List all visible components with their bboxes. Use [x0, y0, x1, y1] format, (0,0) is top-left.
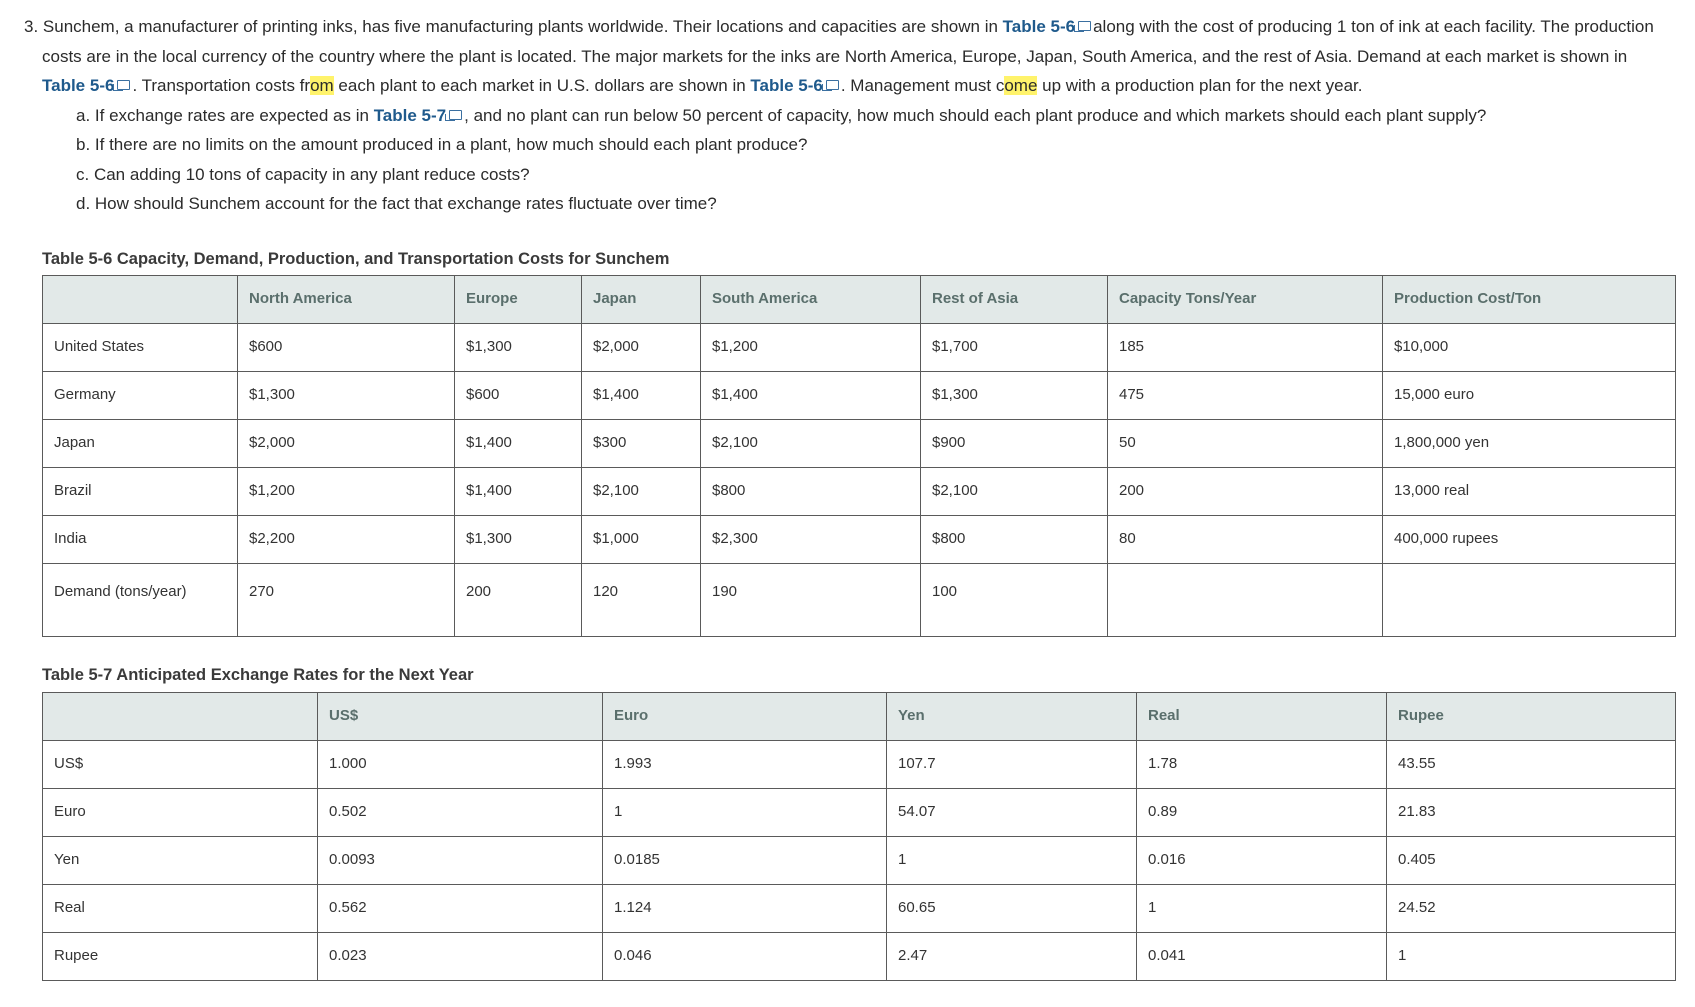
external-link-icon[interactable]: [1078, 21, 1091, 31]
problem-intro: [24, 12, 1674, 101]
table-cell: 120: [582, 564, 701, 637]
table-cell: $900: [921, 420, 1108, 468]
search-highlight: ome: [1004, 76, 1038, 95]
table-cell: $1,000: [582, 516, 701, 564]
column-header: Production Cost/Ton: [1383, 276, 1676, 324]
table-cell: 0.502: [318, 789, 603, 837]
table-row: [43, 420, 1676, 468]
table-cell: 1: [1137, 885, 1387, 933]
table-row: [43, 933, 1676, 981]
column-header: [43, 276, 238, 324]
table-cell: $1,400: [701, 372, 921, 420]
table-cell: 270: [238, 564, 455, 637]
table-cell: $2,000: [582, 324, 701, 372]
table-row: [43, 564, 1676, 637]
table-cell: 0.89: [1137, 789, 1387, 837]
table-5-6-link[interactable]: Table 5-6: [1002, 17, 1076, 36]
table-cell: 1.124: [603, 885, 887, 933]
row-header-cell: Brazil: [43, 468, 238, 516]
table-cell: $1,300: [238, 372, 455, 420]
table-cell: $1,300: [455, 516, 582, 564]
table-row: [43, 741, 1676, 789]
intro-text: up with a production plan for the next year.: [1037, 76, 1363, 95]
column-header: Yen: [887, 693, 1137, 741]
table-5-7: [42, 692, 1676, 981]
table-cell: $2,000: [238, 420, 455, 468]
table-5-6: [42, 275, 1676, 637]
column-header: South America: [701, 276, 921, 324]
table-cell: 50: [1108, 420, 1383, 468]
table-row: [43, 789, 1676, 837]
table-cell: 1,800,000 yen: [1383, 420, 1676, 468]
row-header-cell: Euro: [43, 789, 318, 837]
table-cell: 400,000 rupees: [1383, 516, 1676, 564]
column-header: Europe: [455, 276, 582, 324]
table-cell: 0.041: [1137, 933, 1387, 981]
table-cell: 0.016: [1137, 837, 1387, 885]
external-link-icon[interactable]: [449, 110, 462, 120]
table-cell: 80: [1108, 516, 1383, 564]
table-header-row: [43, 276, 1676, 324]
question-a: [76, 101, 1674, 131]
table-cell: 200: [455, 564, 582, 637]
column-header: US$: [318, 693, 603, 741]
row-header-cell: Rupee: [43, 933, 318, 981]
table-cell: $600: [455, 372, 582, 420]
table-row: [43, 324, 1676, 372]
table-cell: 24.52: [1387, 885, 1676, 933]
table-cell: 1.993: [603, 741, 887, 789]
table-cell: [1383, 564, 1676, 637]
table-cell: $1,400: [582, 372, 701, 420]
question-text: , and no plant can run below 50 percent of capacity, how much should each plant produce and which markets should each plant supply?: [464, 105, 1487, 125]
table-cell: $1,400: [455, 468, 582, 516]
table-5-7-link[interactable]: Table 5-7: [373, 105, 447, 125]
row-header-cell: India: [43, 516, 238, 564]
row-header-cell: Japan: [43, 420, 238, 468]
table-cell: $1,300: [921, 372, 1108, 420]
row-header-cell: Germany: [43, 372, 238, 420]
table-5-6-link[interactable]: Table 5-6: [750, 76, 823, 95]
table-cell: $2,100: [701, 420, 921, 468]
search-highlight: om: [310, 76, 334, 95]
table-cell: 0.023: [318, 933, 603, 981]
question-c: c. Can adding 10 tons of capacity in any plant reduce costs?: [76, 164, 530, 184]
table-cell: 43.55: [1387, 741, 1676, 789]
table-cell: 185: [1108, 324, 1383, 372]
table-5-7-caption: Table 5-7 Anticipated Exchange Rates for the Next Year: [42, 666, 474, 684]
column-header: Japan: [582, 276, 701, 324]
table-cell: $1,200: [701, 324, 921, 372]
table-cell: 54.07: [887, 789, 1137, 837]
table-cell: $2,100: [921, 468, 1108, 516]
intro-text: . Transportation costs fr: [132, 76, 311, 95]
intro-text: . Management must c: [840, 76, 1005, 95]
row-header-cell: US$: [43, 741, 318, 789]
table-cell: $1,200: [238, 468, 455, 516]
column-header: Capacity Tons/Year: [1108, 276, 1383, 324]
table-row: [43, 885, 1676, 933]
table-cell: 2.47: [887, 933, 1137, 981]
table-row: [43, 837, 1676, 885]
table-cell: 100: [921, 564, 1108, 637]
intro-text: along with the cost of producing 1 ton of ink at each facility. The production costs are in the local currency of the country where the plant is located. The major markets for the inks are North America, Europe, Japan, South America, and the rest of Asia. Demand at each market is shown in: [42, 17, 1654, 66]
table-cell: $600: [238, 324, 455, 372]
table-cell: 13,000 real: [1383, 468, 1676, 516]
table-cell: $10,000: [1383, 324, 1676, 372]
table-cell: 0.405: [1387, 837, 1676, 885]
column-header: Real: [1137, 693, 1387, 741]
external-link-icon[interactable]: [826, 80, 839, 90]
question-d: d. How should Sunchem account for the fact that exchange rates fluctuate over time?: [76, 194, 717, 213]
table-cell: 60.65: [887, 885, 1137, 933]
table-cell: $2,200: [238, 516, 455, 564]
table-cell: $1,700: [921, 324, 1108, 372]
table-cell: $2,100: [582, 468, 701, 516]
row-header-cell: United States: [43, 324, 238, 372]
question-b: b. If there are no limits on the amount produced in a plant, how much should each plant produce?: [76, 135, 808, 154]
column-header: Rupee: [1387, 693, 1676, 741]
table-cell: $1,300: [455, 324, 582, 372]
table-cell: 1: [1387, 933, 1676, 981]
table-cell: 1.78: [1137, 741, 1387, 789]
table-5-6-caption: Table 5-6 Capacity, Demand, Production, and Transportation Costs for Sunchem: [42, 250, 670, 268]
row-header-cell: Yen: [43, 837, 318, 885]
table-cell: 190: [701, 564, 921, 637]
table-cell: 1: [887, 837, 1137, 885]
table-5-6-link[interactable]: Table 5-6: [42, 76, 115, 95]
row-header-cell: Demand (tons/year): [43, 564, 238, 637]
column-header: North America: [238, 276, 455, 324]
table-cell: 21.83: [1387, 789, 1676, 837]
question-text: a. If exchange rates are expected as in: [76, 105, 374, 125]
table-cell: 107.7: [887, 741, 1137, 789]
table-cell: 0.0185: [603, 837, 887, 885]
row-header-cell: Real: [43, 885, 318, 933]
table-row: [43, 468, 1676, 516]
problem-statement: [24, 12, 1674, 219]
table-cell: [1108, 564, 1383, 637]
column-header: Euro: [603, 693, 887, 741]
intro-text: 3. Sunchem, a manufacturer of printing inks, has five manufacturing plants worldwide. Their locations and capacities are shown in: [24, 17, 1003, 36]
table-cell: 0.0093: [318, 837, 603, 885]
table-cell: 200: [1108, 468, 1383, 516]
table-cell: 475: [1108, 372, 1383, 420]
external-link-icon[interactable]: [117, 80, 130, 90]
table-cell: $1,400: [455, 420, 582, 468]
table-cell: 0.562: [318, 885, 603, 933]
column-header: [43, 693, 318, 741]
table-row: [43, 516, 1676, 564]
table-cell: $2,300: [701, 516, 921, 564]
table-cell: 15,000 euro: [1383, 372, 1676, 420]
table-cell: $800: [701, 468, 921, 516]
table-cell: 1.000: [318, 741, 603, 789]
table-header-row: [43, 693, 1676, 741]
column-header: Rest of Asia: [921, 276, 1108, 324]
table-cell: 0.046: [603, 933, 887, 981]
table-row: [43, 372, 1676, 420]
table-cell: 1: [603, 789, 887, 837]
table-cell: $800: [921, 516, 1108, 564]
intro-text: each plant to each market in U.S. dollars are shown in: [333, 76, 751, 95]
sub-questions: [24, 101, 1674, 219]
table-cell: $300: [582, 420, 701, 468]
